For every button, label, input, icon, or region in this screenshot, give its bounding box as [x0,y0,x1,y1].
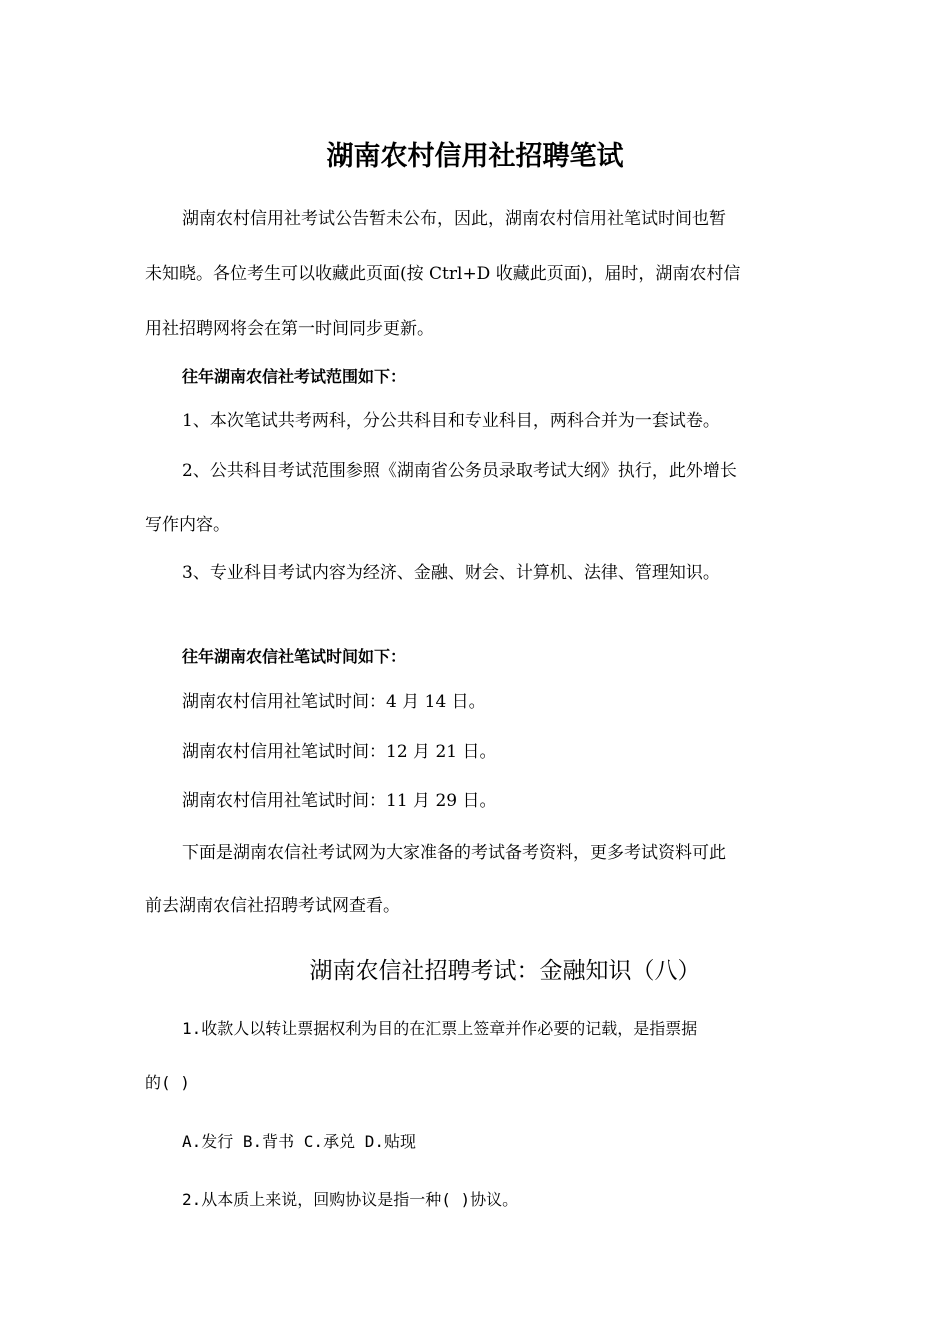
question-2: 2.从本质上来说，回购协议是指一种( )协议。 [182,1190,519,1209]
scope-heading: 往年湖南农信社考试范围如下： [182,367,407,386]
scope-item-2-line-1: 2、公共科目考试范围参照《湖南省公务员录取考试大纲》执行，此外增长 [182,461,737,481]
scope-item-3: 3、专业科目考试内容为经济、金融、财会、计算机、法律、管理知识。 [182,563,720,583]
question-1-options: A.发行 B.背书 C.承兑 D.贴现 [182,1132,416,1151]
intro-line-3: 用社招聘网将会在第一时间同步更新。 [145,319,434,339]
schedule-note-line-2: 前去湖南农信社招聘考试网查看。 [145,896,400,916]
schedule-time-2: 湖南农村信用社笔试时间：12 月 21 日。 [182,742,497,762]
schedule-heading: 往年湖南农信社笔试时间如下： [182,647,407,666]
question-1-line-2: 的( ) [145,1073,190,1092]
intro-line-2: 未知晓。各位考生可以收藏此页面(按 Ctrl+D 收藏此页面)，届时，湖南农村信 [145,264,741,284]
scope-item-1: 1、本次笔试共考两科，分公共科目和专业科目，两科合并为一套试卷。 [182,411,720,431]
scope-item-2-line-2: 写作内容。 [145,515,230,535]
intro-line-1: 湖南农村信用社考试公告暂未公布，因此，湖南农村信用社笔试时间也暂 [182,209,726,229]
page-title: 湖南农村信用社招聘笔试 [326,141,624,172]
section-title: 湖南农信社招聘考试：金融知识（八） [309,958,701,984]
schedule-time-3: 湖南农村信用社笔试时间：11 月 29 日。 [182,791,497,811]
schedule-time-1: 湖南农村信用社笔试时间：4 月 14 日。 [182,692,486,712]
question-1-line-1: 1.收款人以转让票据权利为目的在汇票上签章并作必要的记载，是指票据 [182,1019,698,1038]
schedule-note-line-1: 下面是湖南农信社考试网为大家准备的考试备考资料，更多考试资料可此 [182,843,726,863]
